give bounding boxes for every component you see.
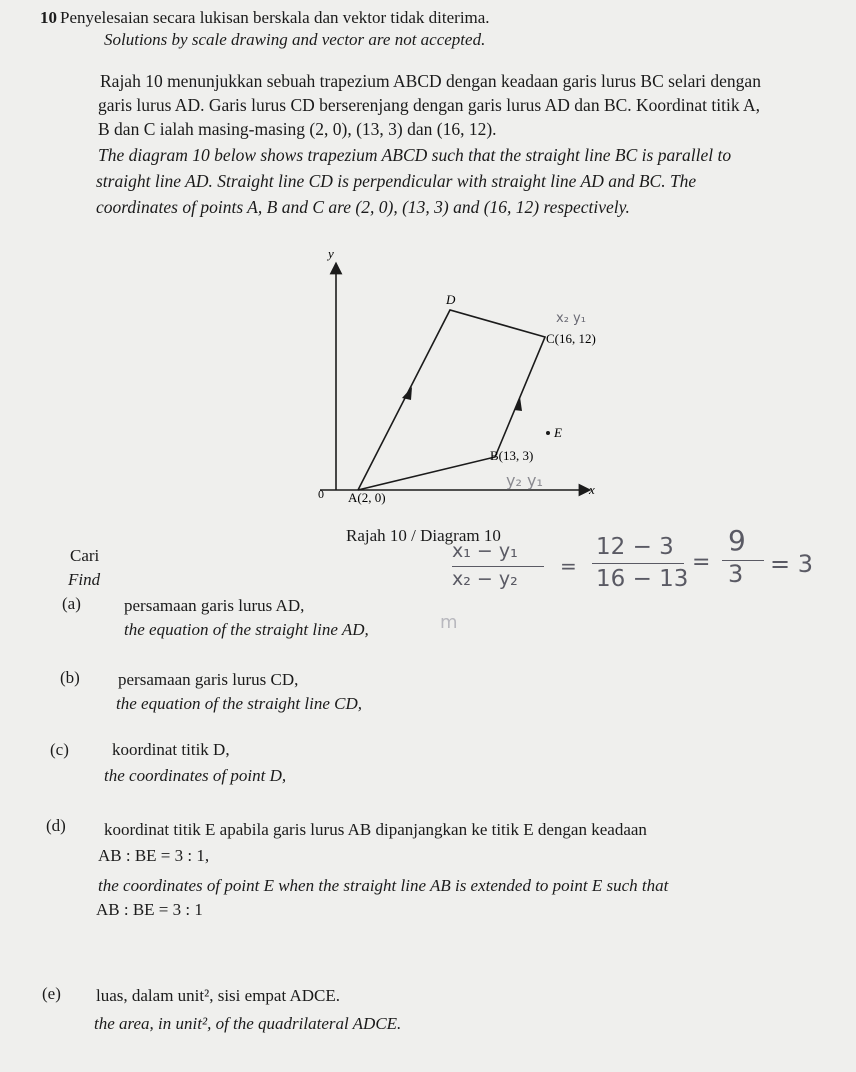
handwritten-work-den: 16 − 13: [596, 566, 689, 592]
origin-label: 0: [318, 487, 324, 501]
part-c-label: (c): [50, 740, 69, 759]
part-d-label: (d): [46, 816, 66, 835]
point-d-label: D: [446, 292, 456, 307]
find-label-ms: Cari: [70, 546, 100, 565]
handwritten-eq-1: =: [560, 554, 577, 578]
trapezium-diagram: [300, 240, 620, 530]
intro-ms-line-1: Rajah 10 menunjukkan sebuah trapezium ABCD dengan keadaan garis lurus BC selari dengan: [100, 71, 761, 91]
part-e-en: the area, in unit², of the quadrilateral ADCE.: [94, 1014, 402, 1033]
intro-en-line-3: coordinates of points A, B and C are (2, 0), (13, 3) and (16, 12) respectively.: [96, 197, 630, 217]
intro-en-line-2: straight line AD. Straight line CD is perpendicular with straight line AD and BC. The: [96, 171, 697, 191]
instruction-malay: Penyelesaian secara lukisan berskala dan vektor tidak diterima.: [60, 8, 490, 27]
handwritten-work-num: 12 − 3: [596, 534, 674, 560]
intro-en-line-1: The diagram 10 below shows trapezium ABCD such that the straight line BC is parallel to: [98, 145, 732, 165]
handwritten-formula-den: x₂ − y₂: [452, 568, 518, 590]
find-label-en: Find: [68, 570, 101, 589]
handwritten-eq-2: =: [692, 550, 711, 575]
formula-fraction-bar: [452, 566, 544, 567]
parallel-arrow-bc: [514, 397, 522, 411]
part-e-ms: luas, dalam unit², sisi empat ADCE.: [96, 986, 341, 1005]
part-d-en-line-1: the coordinates of point E when the straight line AB is extended to point E such that: [98, 876, 669, 895]
question-number: 10: [40, 8, 57, 27]
handwritten-result-num: 9: [728, 524, 746, 557]
work-fraction-bar: [592, 563, 684, 564]
parallel-arrow-ad: [402, 387, 412, 400]
part-c-ms: koordinat titik D,: [112, 740, 230, 759]
part-a-en: the equation of the straight line AD,: [124, 620, 369, 639]
part-b-ms: persamaan garis lurus CD,: [118, 670, 299, 689]
part-a-label: (a): [62, 594, 81, 613]
point-c-label: C(16, 12): [546, 331, 596, 346]
point-e-label: E: [554, 425, 562, 440]
handwritten-eq-3: = 3: [770, 550, 814, 578]
part-e-label: (e): [42, 984, 61, 1003]
instruction-english: Solutions by scale drawing and vector are not accepted.: [104, 30, 486, 49]
y-axis-label: y: [328, 246, 334, 261]
part-d-en-line-2: AB : BE = 3 : 1: [96, 900, 203, 919]
intro-ms-line-3: B dan C ialah masing-masing (2, 0), (13, 3) dan (16, 12).: [98, 119, 497, 139]
part-a-ms: persamaan garis lurus AD,: [124, 596, 305, 615]
handwritten-result-den: 3: [728, 560, 744, 588]
point-a-label: A(2, 0): [348, 490, 386, 505]
handwritten-formula-num: x₁ − y₁: [452, 540, 518, 562]
part-c-en: the coordinates of point D,: [104, 766, 287, 785]
handwritten-note-b: y₂ y₁: [506, 471, 543, 490]
part-b-en: the equation of the straight line CD,: [116, 694, 363, 713]
trapezium-outline: [358, 310, 545, 490]
intro-ms-line-2: garis lurus AD. Garis lurus CD berserenjang dengan garis lurus AD dan BC. Koordinat titik A,: [98, 95, 760, 115]
x-axis-label: x: [589, 482, 595, 497]
point-e-dot: [546, 431, 550, 435]
handwritten-note-c: x₂ y₁: [556, 311, 586, 326]
point-b-label: B(13, 3): [490, 448, 534, 463]
part-b-label: (b): [60, 668, 80, 687]
part-d-ms-line-1: koordinat titik E apabila garis lurus AB dipanjangkan ke titik E dengan keadaan: [104, 820, 647, 839]
handwritten-margin-mark: m: [440, 612, 458, 633]
diagram-caption: Rajah 10 / Diagram 10: [346, 526, 501, 545]
part-d-ms-line-2: AB : BE = 3 : 1,: [98, 846, 210, 865]
